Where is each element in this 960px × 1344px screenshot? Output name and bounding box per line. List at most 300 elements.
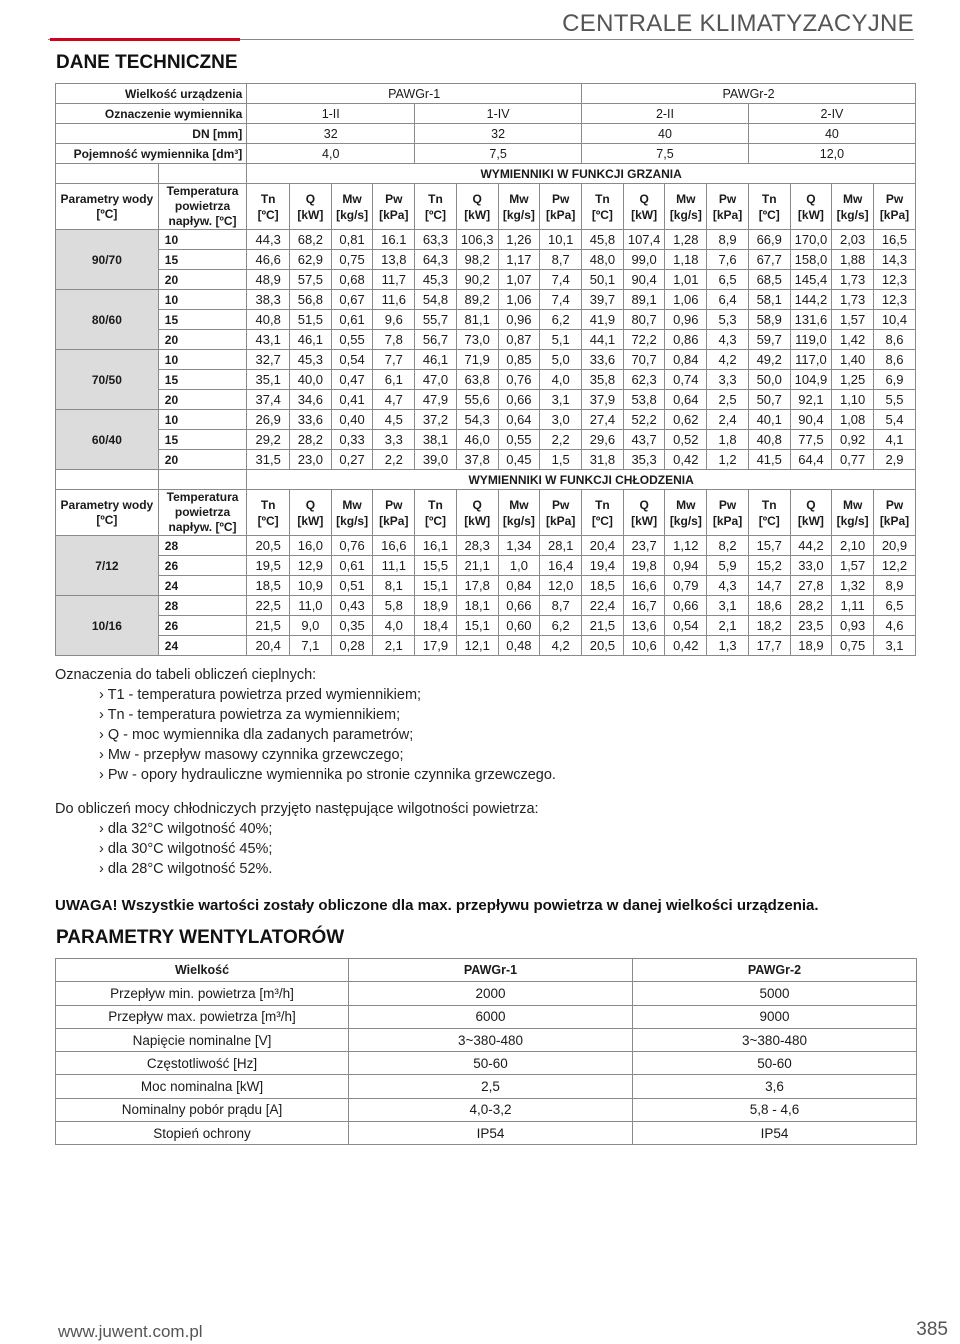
value-cell: 29,2	[247, 430, 290, 450]
value-cell: 50,7	[748, 390, 790, 410]
column-header-name: Pw	[385, 497, 403, 512]
column-header-name: Tn	[761, 497, 777, 512]
value-cell: 1,2	[707, 450, 749, 470]
value-cell: 16,5	[873, 230, 915, 250]
value-cell: 63,8	[456, 370, 498, 390]
air-temp-cell: 10	[158, 290, 247, 310]
water-params-cell: 60/40	[56, 410, 159, 470]
column-header-name: Tn	[761, 191, 777, 206]
value-cell: 3,1	[540, 390, 582, 410]
water-param-header: Parametry wody [ºC]	[56, 490, 159, 536]
value-cell: 6,1	[373, 370, 415, 390]
value-cell: 77,5	[790, 430, 832, 450]
value-cell: 90,4	[790, 410, 832, 430]
value-cell: 4,0	[373, 616, 415, 636]
column-header-name: Tn	[428, 191, 443, 206]
column-header-unit: [kPa]	[379, 513, 409, 528]
value-cell: 2,9	[873, 450, 915, 470]
value-cell: 18,9	[790, 636, 832, 656]
note-item: › T1 - temperatura powietrza przed wymiennikiem;	[99, 687, 422, 703]
column-header-unit: [kPa]	[879, 513, 910, 528]
fan-value: 3,6	[633, 1075, 917, 1098]
dn-value: 40	[582, 124, 749, 144]
value-cell: 14,3	[873, 250, 915, 270]
page-number: 385	[916, 1319, 948, 1340]
value-cell: 64,3	[415, 250, 457, 270]
value-cell: 5,8	[373, 596, 415, 616]
column-header-name: Tn	[595, 191, 610, 206]
value-cell: 44,3	[247, 230, 290, 250]
value-cell: 0,43	[331, 596, 373, 616]
value-cell: 18,5	[247, 576, 290, 596]
water-params-cell: 7/12	[56, 536, 159, 596]
column-header	[665, 184, 707, 230]
value-cell: 45,8	[582, 230, 624, 250]
value-cell: 0,55	[498, 430, 540, 450]
footer-website: www.juwent.com.pl	[58, 1322, 203, 1341]
value-cell: 10,4	[873, 310, 915, 330]
air-temp-cell: 28	[158, 596, 247, 616]
column-header	[456, 184, 498, 230]
value-cell: 23,7	[623, 536, 665, 556]
value-cell: 16,7	[623, 596, 665, 616]
column-header-name: Pw	[718, 497, 737, 512]
value-cell: 6,2	[540, 310, 582, 330]
column-header	[290, 490, 332, 536]
value-cell: 68,5	[748, 270, 790, 290]
value-cell: 6,5	[873, 596, 915, 616]
column-header-name: Q	[472, 191, 482, 206]
column-header-unit: [kPa]	[545, 513, 576, 528]
value-cell: 52,2	[623, 410, 665, 430]
value-cell: 0,84	[498, 576, 540, 596]
tech-section-title: DANE TECHNICZNE	[56, 52, 238, 73]
value-cell: 13,8	[373, 250, 415, 270]
fan-value: IP54	[349, 1122, 633, 1145]
air-temp-cell: 20	[158, 390, 247, 410]
value-cell: 7,6	[707, 250, 749, 270]
value-cell: 1,5	[540, 450, 582, 470]
value-cell: 0,40	[331, 410, 373, 430]
fan-row	[56, 1122, 917, 1145]
value-cell: 33,0	[790, 556, 832, 576]
value-cell: 8,7	[540, 596, 582, 616]
fan-value: 50-60	[633, 1052, 917, 1075]
value-cell: 0,54	[665, 616, 707, 636]
data-row	[56, 596, 916, 616]
value-cell: 16,6	[373, 536, 415, 556]
value-cell: 0,93	[832, 616, 874, 636]
value-cell: 1,06	[665, 290, 707, 310]
value-cell: 22,4	[582, 596, 624, 616]
value-cell: 12,3	[873, 270, 915, 290]
value-cell: 23,5	[790, 616, 832, 636]
value-cell: 2,10	[832, 536, 874, 556]
value-cell: 43,7	[623, 430, 665, 450]
column-header	[247, 490, 290, 536]
column-header-name: Pw	[551, 497, 570, 512]
column-header-unit: [kg/s]	[669, 513, 702, 528]
value-cell: 10,1	[540, 230, 582, 250]
value-cell: 71,9	[456, 350, 498, 370]
column-header-unit: [kPa]	[712, 513, 743, 528]
value-cell: 34,6	[290, 390, 332, 410]
column-header	[498, 490, 540, 536]
value-cell: 1,42	[832, 330, 874, 350]
fan-param-label: Przepływ max. powietrza [m³/h]	[56, 1005, 349, 1028]
value-cell: 1,0	[498, 556, 540, 576]
tech-data-table	[55, 83, 916, 656]
value-cell: 72,2	[623, 330, 665, 350]
fan-value: 2000	[349, 982, 633, 1005]
column-header-unit: [kg/s]	[336, 207, 369, 222]
value-cell: 0,79	[665, 576, 707, 596]
value-cell: 35,3	[623, 450, 665, 470]
value-cell: 49,2	[748, 350, 790, 370]
value-cell: 3,1	[873, 636, 915, 656]
column-header	[582, 184, 624, 230]
column-header-unit: [ºC]	[758, 513, 780, 528]
value-cell: 2,03	[832, 230, 874, 250]
value-cell: 4,6	[873, 616, 915, 636]
value-cell: 0,51	[331, 576, 373, 596]
value-cell: 0,85	[498, 350, 540, 370]
value-cell: 5,0	[540, 350, 582, 370]
value-cell: 23,0	[290, 450, 332, 470]
value-cell: 19,5	[247, 556, 290, 576]
column-header	[582, 490, 624, 536]
value-cell: 89,2	[456, 290, 498, 310]
value-cell: 16,4	[540, 556, 582, 576]
water-params-cell: 10/16	[56, 596, 159, 656]
column-header-name: Q	[639, 191, 649, 206]
value-cell: 90,4	[623, 270, 665, 290]
column-header-name: Q	[305, 497, 316, 512]
air-temp-cell: 28	[158, 536, 247, 556]
value-cell: 18,5	[582, 576, 624, 596]
value-cell: 21,5	[582, 616, 624, 636]
value-cell: 0,96	[498, 310, 540, 330]
column-header-unit: [kg/s]	[669, 207, 702, 222]
value-cell: 0,64	[665, 390, 707, 410]
column-header-name: Q	[806, 497, 816, 512]
value-cell: 37,2	[415, 410, 457, 430]
value-cell: 1,26	[498, 230, 540, 250]
value-cell: 12,2	[873, 556, 915, 576]
value-cell: 7,8	[373, 330, 415, 350]
column-header-unit: [ºC]	[424, 513, 447, 528]
value-cell: 4,7	[373, 390, 415, 410]
value-cell: 56,8	[290, 290, 332, 310]
value-cell: 10,6	[623, 636, 665, 656]
cooling-section-title: WYMIENNIKI W FUNKCJI CHŁODZENIA	[247, 470, 916, 490]
value-cell: 67,7	[748, 250, 790, 270]
air-temp-cell: 15	[158, 310, 247, 330]
value-cell: 0,42	[665, 450, 707, 470]
value-cell: 56,7	[415, 330, 457, 350]
value-cell: 99,0	[623, 250, 665, 270]
fan-parameters-table	[55, 958, 917, 1145]
column-header	[456, 490, 498, 536]
data-row	[56, 536, 916, 556]
air-temp-cell: 15	[158, 430, 247, 450]
column-header-unit: [kW]	[631, 207, 658, 222]
air-temp-cell: 10	[158, 230, 247, 250]
value-cell: 1,11	[832, 596, 874, 616]
air-temp-cell: 15	[158, 250, 247, 270]
value-cell: 0,66	[665, 596, 707, 616]
value-cell: 37,8	[456, 450, 498, 470]
column-header-unit: [ºC]	[257, 513, 279, 528]
fan-param-label: Nominalny pobór prądu [A]	[56, 1098, 349, 1121]
value-cell: 3,0	[540, 410, 582, 430]
size-row	[56, 84, 916, 104]
column-header-unit: [kPa]	[379, 207, 409, 222]
fan-value: 2,5	[349, 1075, 633, 1098]
column-header-name: Tn	[260, 497, 276, 512]
value-cell: 1,73	[832, 290, 874, 310]
column-header-unit: [ºC]	[257, 207, 279, 222]
column-header	[331, 490, 373, 536]
warning-note: UWAGA! Wszystkie wartości zostały obliczone dla max. przepływu powietrza w danej wielkości urządzenia.	[55, 897, 819, 914]
value-cell: 16,1	[415, 536, 457, 556]
column-header-unit: [ºC]	[424, 207, 447, 222]
column-header	[748, 184, 790, 230]
value-cell: 8,2	[707, 536, 749, 556]
value-cell: 20,4	[582, 536, 624, 556]
value-cell: 45,3	[415, 270, 457, 290]
value-cell: 55,7	[415, 310, 457, 330]
value-cell: 144,2	[790, 290, 832, 310]
blank-cell	[56, 470, 159, 490]
fan-param-label: Napięcie nominalne [V]	[56, 1028, 349, 1051]
data-row	[56, 350, 916, 370]
value-cell: 145,4	[790, 270, 832, 290]
value-cell: 18,1	[456, 596, 498, 616]
column-header	[790, 490, 832, 536]
value-cell: 28,2	[290, 430, 332, 450]
water-params-cell: 80/60	[56, 290, 159, 350]
column-header	[540, 490, 582, 536]
air-temp-header: Temperatura powietrza napływ. [ºC]	[158, 184, 247, 230]
fan-value: IP54	[633, 1122, 917, 1145]
value-cell: 1,25	[832, 370, 874, 390]
value-cell: 47,0	[415, 370, 457, 390]
value-cell: 32,7	[247, 350, 290, 370]
column-header-unit: [kg/s]	[836, 207, 869, 222]
value-cell: 1,34	[498, 536, 540, 556]
air-temp-cell: 26	[158, 556, 247, 576]
value-cell: 33,6	[290, 410, 332, 430]
value-cell: 5,9	[707, 556, 749, 576]
column-header-unit: [kW]	[797, 207, 824, 222]
value-cell: 33,6	[582, 350, 624, 370]
value-cell: 5,1	[540, 330, 582, 350]
air-temp-cell: 26	[158, 616, 247, 636]
value-cell: 26,9	[247, 410, 290, 430]
fan-value: 5,8 - 4,6	[633, 1098, 917, 1121]
value-cell: 4,3	[707, 330, 749, 350]
data-row	[56, 250, 916, 270]
value-cell: 1,40	[832, 350, 874, 370]
value-cell: 0,67	[331, 290, 373, 310]
value-cell: 98,2	[456, 250, 498, 270]
value-cell: 11,1	[373, 556, 415, 576]
value-cell: 62,9	[290, 250, 332, 270]
value-cell: 1,07	[498, 270, 540, 290]
column-header	[832, 184, 874, 230]
value-cell: 16.1	[373, 230, 415, 250]
value-cell: 92,1	[790, 390, 832, 410]
heating-section-title: WYMIENNIKI W FUNKCJI GRZANIA	[247, 164, 916, 184]
data-row	[56, 430, 916, 450]
value-cell: 15,1	[456, 616, 498, 636]
value-cell: 18,4	[415, 616, 457, 636]
value-cell: 0,45	[498, 450, 540, 470]
exchanger-row	[56, 104, 916, 124]
fan-param-label: Moc nominalna [kW]	[56, 1075, 349, 1098]
column-header	[498, 184, 540, 230]
value-cell: 46,1	[415, 350, 457, 370]
column-header	[331, 184, 373, 230]
value-cell: 4,1	[873, 430, 915, 450]
value-cell: 40,8	[247, 310, 290, 330]
value-cell: 0,84	[665, 350, 707, 370]
value-cell: 0,33	[331, 430, 373, 450]
capacity-label: Pojemność wymiennika [dm³]	[56, 144, 247, 164]
value-cell: 4,0	[540, 370, 582, 390]
data-row	[56, 450, 916, 470]
air-temp-header: Temperatura powietrza napływ. [ºC]	[158, 490, 247, 536]
value-cell: 18,9	[415, 596, 457, 616]
column-header	[415, 184, 457, 230]
value-cell: 28,2	[790, 596, 832, 616]
value-cell: 70,7	[623, 350, 665, 370]
column-header	[873, 490, 915, 536]
air-temp-cell: 10	[158, 350, 247, 370]
value-cell: 41,5	[748, 450, 790, 470]
value-cell: 0,61	[331, 556, 373, 576]
column-header-name: Tn	[428, 497, 443, 512]
dn-value: 32	[247, 124, 415, 144]
value-cell: 6,9	[873, 370, 915, 390]
humidity-item: › dla 32°C wilgotność 40%;	[99, 821, 273, 837]
value-cell: 2,1	[373, 636, 415, 656]
value-cell: 90,2	[456, 270, 498, 290]
value-cell: 0,76	[498, 370, 540, 390]
value-cell: 7,1	[290, 636, 332, 656]
value-cell: 1,18	[665, 250, 707, 270]
data-row	[56, 616, 916, 636]
value-cell: 7,4	[540, 270, 582, 290]
column-header-unit: [kPa]	[712, 207, 743, 222]
fan-row	[56, 1075, 917, 1098]
column-header	[290, 184, 332, 230]
column-header	[415, 490, 457, 536]
value-cell: 43,1	[247, 330, 290, 350]
value-cell: 53,8	[623, 390, 665, 410]
value-cell: 8,1	[373, 576, 415, 596]
value-cell: 10,9	[290, 576, 332, 596]
column-header	[707, 184, 749, 230]
column-header-unit: [kW]	[631, 513, 658, 528]
value-cell: 0,61	[331, 310, 373, 330]
value-cell: 3,1	[707, 596, 749, 616]
value-cell: 48,9	[247, 270, 290, 290]
data-row	[56, 310, 916, 330]
value-cell: 44,2	[790, 536, 832, 556]
value-cell: 1,28	[665, 230, 707, 250]
value-cell: 2,4	[707, 410, 749, 430]
value-cell: 0,66	[498, 596, 540, 616]
value-cell: 1,88	[832, 250, 874, 270]
value-cell: 0,92	[832, 430, 874, 450]
column-header	[873, 184, 915, 230]
column-header-unit: [kW]	[297, 207, 324, 222]
value-cell: 54,8	[415, 290, 457, 310]
fan-row	[56, 1098, 917, 1121]
capacity-value: 7,5	[415, 144, 582, 164]
column-header-name: Pw	[885, 497, 904, 512]
value-cell: 17,7	[748, 636, 790, 656]
value-cell: 0,81	[331, 230, 373, 250]
value-cell: 6,5	[707, 270, 749, 290]
column-header-name: Mw	[509, 191, 529, 206]
value-cell: 35,1	[247, 370, 290, 390]
value-cell: 8,6	[873, 350, 915, 370]
fan-value: 6000	[349, 1005, 633, 1028]
value-cell: 39,7	[582, 290, 624, 310]
value-cell: 0,62	[665, 410, 707, 430]
humidity-notes	[55, 799, 539, 879]
value-cell: 64,4	[790, 450, 832, 470]
column-header-unit: [ºC]	[591, 207, 613, 222]
value-cell: 0,75	[832, 636, 874, 656]
value-cell: 1,57	[832, 310, 874, 330]
column-header-unit: [kW]	[797, 513, 824, 528]
data-row	[56, 330, 916, 350]
value-cell: 20,9	[873, 536, 915, 556]
column-header	[373, 184, 415, 230]
column-header-name: Tn	[595, 497, 610, 512]
humidity-item: › dla 30°C wilgotność 45%;	[99, 841, 273, 857]
column-header	[623, 184, 665, 230]
value-cell: 17,8	[456, 576, 498, 596]
value-cell: 2,1	[707, 616, 749, 636]
heating-title-row	[56, 164, 916, 184]
fan-value: 3~380-480	[633, 1028, 917, 1051]
column-header-name: Mw	[342, 497, 362, 512]
column-header	[540, 184, 582, 230]
value-cell: 18,2	[748, 616, 790, 636]
dn-value: 40	[748, 124, 915, 144]
value-cell: 55,6	[456, 390, 498, 410]
value-cell: 1,01	[665, 270, 707, 290]
column-header	[623, 490, 665, 536]
value-cell: 21,5	[247, 616, 290, 636]
value-cell: 2,5	[707, 390, 749, 410]
value-cell: 7,4	[540, 290, 582, 310]
value-cell: 0,75	[331, 250, 373, 270]
value-cell: 89,1	[623, 290, 665, 310]
exchanger-value: 1-IV	[415, 104, 582, 124]
column-header-unit: [kPa]	[545, 207, 576, 222]
value-cell: 3,3	[707, 370, 749, 390]
value-cell: 11,7	[373, 270, 415, 290]
fan-value: 3~380-480	[349, 1028, 633, 1051]
column-header-name: Mw	[342, 191, 362, 206]
column-header-unit: [kW]	[464, 513, 491, 528]
